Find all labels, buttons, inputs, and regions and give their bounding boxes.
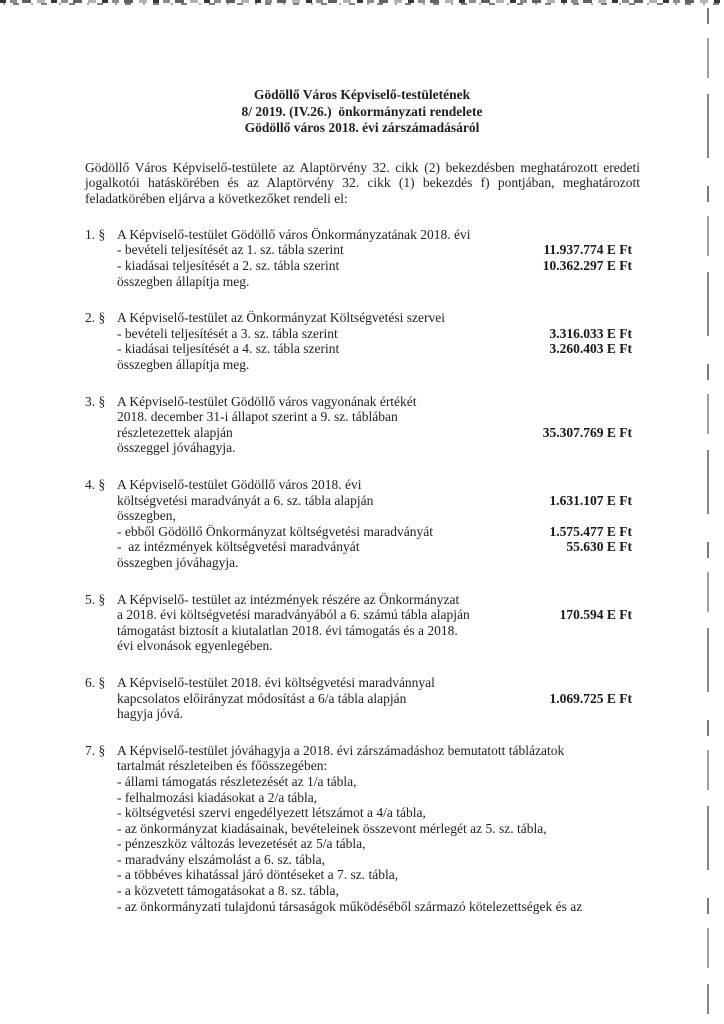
line-text: részletezettek alapján bbox=[117, 424, 233, 440]
section-body bbox=[117, 477, 640, 571]
section-line bbox=[117, 326, 640, 342]
section-number: 3. § bbox=[85, 393, 106, 409]
amount-value: 10.362.297 E Ft bbox=[542, 258, 632, 274]
line-text: - a közvetett támogatásokat a 8. sz. tábla, bbox=[117, 883, 339, 899]
section-number: 7. § bbox=[85, 742, 106, 758]
section-line bbox=[117, 706, 640, 722]
line-text: A Képviselő-testület jóváhagyja a 2018. évi zárszámadáshoz bemutatott táblázatok bbox=[117, 742, 565, 758]
title-line-issuer: Gödöllő Város Képviselő-testületének bbox=[253, 87, 471, 102]
line-text: - maradvány elszámolást a 6. sz. tábla, bbox=[117, 851, 326, 867]
line-text: - felhalmozási kiadásokat a 2/a tábla, bbox=[117, 789, 318, 805]
line-text: összegben jóváhagyja. bbox=[117, 554, 239, 570]
section-line bbox=[117, 493, 640, 509]
amount-value: 55.630 E Ft bbox=[566, 539, 632, 555]
amount-value: 3.260.403 E Ft bbox=[549, 341, 632, 357]
section-line bbox=[117, 341, 640, 357]
section-line bbox=[117, 805, 640, 821]
amount-value: 170.594 E Ft bbox=[559, 607, 632, 623]
line-text: A Képviselő-testület Gödöllő város Önkormányzatának 2018. évi bbox=[117, 226, 471, 242]
section-line bbox=[117, 774, 640, 790]
decree-section bbox=[85, 675, 640, 722]
decree-section bbox=[85, 310, 640, 372]
line-text: összegben, bbox=[117, 508, 176, 524]
section-line bbox=[117, 242, 640, 258]
title-line-subject: Gödöllő város 2018. évi zárszámadásáról bbox=[244, 120, 480, 135]
section-body bbox=[117, 394, 640, 456]
amount-value: 1.575.477 E Ft bbox=[549, 523, 632, 539]
section-line bbox=[117, 790, 640, 806]
section-line bbox=[117, 274, 640, 290]
line-text: - az önkormányzat kiadásainak, bevételeinek összevont mérlegét az 5. sz. tábla, bbox=[117, 820, 547, 836]
line-text: - bevételi teljesítését az 1. sz. tábla szerint bbox=[117, 242, 344, 258]
line-text: összegben állapítja meg. bbox=[117, 273, 250, 289]
line-text: - bevételi teljesítését a 3. sz. tábla szerint bbox=[117, 325, 338, 341]
section-line bbox=[117, 758, 640, 774]
section-number: 4. § bbox=[85, 477, 106, 493]
amount-value: 35.307.769 E Ft bbox=[542, 424, 632, 440]
section-line bbox=[117, 310, 640, 326]
decree-section bbox=[85, 477, 640, 571]
section-body bbox=[117, 675, 640, 722]
line-text: - ebből Gödöllő Önkormányzat költségvetési maradványát bbox=[117, 523, 434, 539]
line-text: összegben állapítja meg. bbox=[117, 357, 250, 373]
scan-artifact-top-band bbox=[0, 0, 724, 5]
section-number: 6. § bbox=[85, 674, 106, 690]
decree-section bbox=[85, 394, 640, 456]
amount-value: 3.316.033 E Ft bbox=[549, 325, 632, 341]
scan-artifact-right-line bbox=[707, 8, 709, 1014]
line-text: kapcsolatos előirányzat módosítást a 6/a tábla alapján bbox=[117, 690, 407, 706]
decree-section bbox=[85, 743, 640, 915]
section-line bbox=[117, 675, 640, 691]
line-text: - az önkormányzati tulajdonú társaságok működéséből származó kötelezettségek és az bbox=[117, 898, 583, 914]
title-line-decree-number: 8/ 2019. (IV.26.) önkormányzati rendelete bbox=[241, 103, 483, 119]
section-body bbox=[117, 310, 640, 372]
line-text: a 2018. évi költségvetési maradványából a 6. számú tábla alapján bbox=[117, 607, 470, 623]
line-text: évi elvonások egyenlegében. bbox=[117, 638, 273, 654]
section-line bbox=[117, 883, 640, 899]
section-line bbox=[117, 508, 640, 524]
section-line bbox=[117, 592, 640, 608]
decree-section bbox=[85, 592, 640, 654]
section-line bbox=[117, 555, 640, 571]
section-line bbox=[117, 638, 640, 654]
line-text: - állami támogatás részletezését az 1/a tábla, bbox=[117, 773, 357, 789]
section-line bbox=[117, 409, 640, 425]
line-text: - a többéves kihatással járó döntéseket a 7. sz. tábla, bbox=[117, 867, 399, 883]
line-text: - kiadásai teljesítését a 2. sz. tábla szerint bbox=[117, 258, 340, 274]
sections-list bbox=[85, 227, 640, 914]
section-body bbox=[117, 592, 640, 654]
section-line bbox=[117, 440, 640, 456]
document-title-block bbox=[0, 0, 724, 137]
line-text: összeggel jóváhagyja. bbox=[117, 440, 236, 456]
section-line bbox=[117, 852, 640, 868]
line-text: - költségvetési szervi engedélyezett létszámot a 4/a tábla, bbox=[117, 805, 426, 821]
section-line bbox=[117, 524, 640, 540]
section-line bbox=[117, 425, 640, 441]
amount-value: 1.069.725 E Ft bbox=[549, 690, 632, 706]
amount-value: 1.631.107 E Ft bbox=[549, 492, 632, 508]
section-line bbox=[117, 691, 640, 707]
line-text: költségvetési maradványát a 6. sz. tábla alapján bbox=[117, 492, 374, 508]
section-line bbox=[117, 607, 640, 623]
line-text: A Képviselő-testület Gödöllő város vagyonának értékét bbox=[117, 393, 417, 409]
section-line bbox=[117, 227, 640, 243]
decree-section bbox=[85, 227, 640, 289]
section-line bbox=[117, 394, 640, 410]
line-text: A Képviselő-testület 2018. évi költségvetési maradvánnyal bbox=[117, 674, 435, 690]
section-line bbox=[117, 821, 640, 837]
amount-value: 11.937.774 E Ft bbox=[543, 242, 632, 258]
section-line bbox=[117, 867, 640, 883]
section-line bbox=[117, 623, 640, 639]
line-text: - az intézmények költségvetési maradványát bbox=[117, 539, 360, 555]
section-line bbox=[117, 357, 640, 373]
line-text: hagyja jóvá. bbox=[117, 706, 183, 722]
line-text: - pénzeszköz változás levezetését az 5/a tábla, bbox=[117, 836, 366, 852]
section-number: 5. § bbox=[85, 591, 106, 607]
line-text: A Képviselő- testület az intézmények részére az Önkormányzat bbox=[117, 591, 460, 607]
line-text: tartalmát részleteiben és főösszegében: bbox=[117, 758, 328, 774]
section-line bbox=[117, 539, 640, 555]
section-body bbox=[117, 227, 640, 289]
section-line bbox=[117, 899, 640, 915]
line-text: A Képviselő-testület az Önkormányzat Költségvetési szervei bbox=[117, 310, 446, 326]
section-number: 2. § bbox=[85, 310, 106, 326]
line-text: - kiadásai teljesítését a 4. sz. tábla szerint bbox=[117, 341, 340, 357]
line-text: 2018. december 31-i állapot szerint a 9. sz. táblában bbox=[117, 409, 398, 425]
line-text: támogatást biztosít a kiutalatlan 2018. évi támogatás és a 2018. bbox=[117, 622, 458, 638]
section-number: 1. § bbox=[85, 226, 106, 242]
section-line bbox=[117, 258, 640, 274]
intro-paragraph: Gödöllő Város Képviselő-testülete az Alaptörvény 32. cikk (2) bekezdésben meghatározott eredeti jogalkotói hatáskörében és az Alaptörvény 32. cikk (1) bekezdés f) pontjában, meghatározott feladatkörében eljárva a következőket rendeli el: bbox=[85, 159, 640, 207]
section-line bbox=[117, 836, 640, 852]
line-text: A Képviselő-testület Gödöllő város 2018. évi bbox=[117, 477, 362, 493]
section-body bbox=[117, 743, 640, 915]
section-line bbox=[117, 743, 640, 759]
section-line bbox=[117, 477, 640, 493]
